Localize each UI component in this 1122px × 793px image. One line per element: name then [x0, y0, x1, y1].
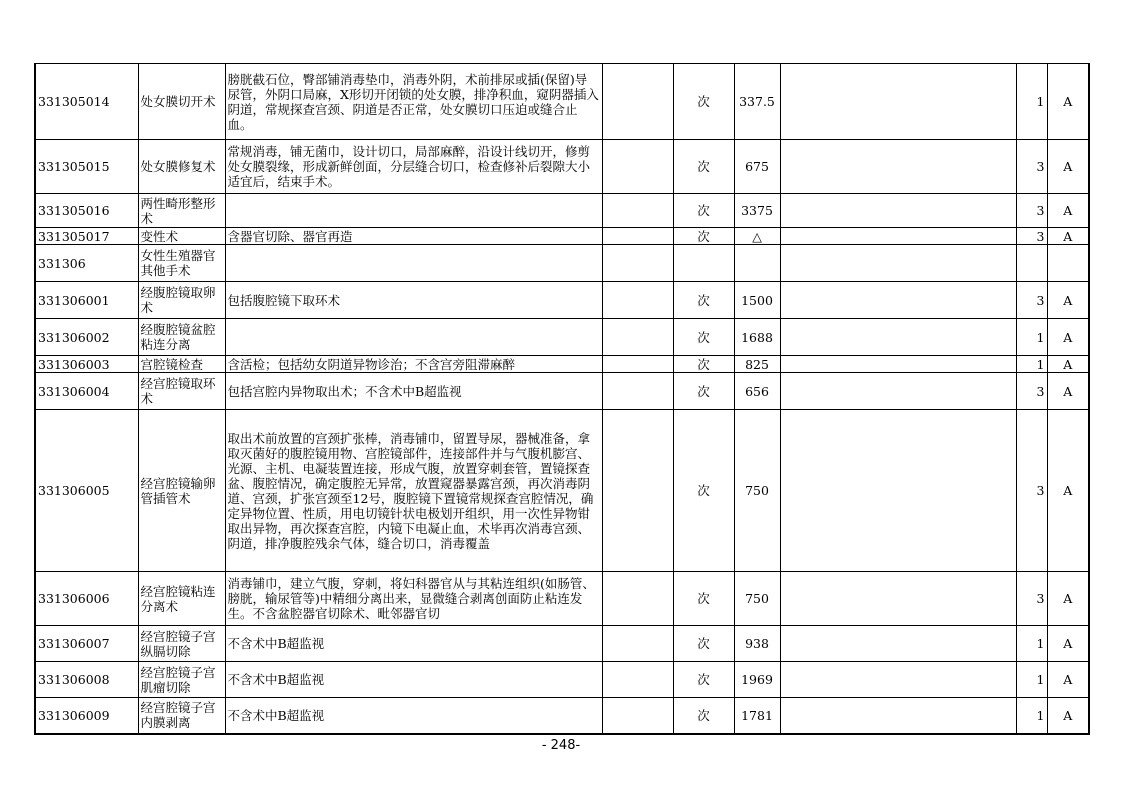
item-ratio: 1 — [1016, 319, 1047, 356]
item-price: 1500 — [734, 282, 780, 319]
blank-cell — [780, 356, 1016, 373]
blank-cell — [780, 245, 1016, 282]
item-ratio: 3 — [1016, 228, 1047, 245]
item-name: 经宫腔镜子宫内膜剥离 — [138, 698, 225, 734]
item-code: 331306005 — [35, 410, 138, 572]
item-code: 331305016 — [35, 194, 138, 228]
item-description — [225, 245, 602, 282]
blank-cell — [780, 373, 1016, 410]
item-description: 不含术中B超监视 — [225, 698, 602, 734]
blank-cell — [780, 228, 1016, 245]
item-name: 经宫腔镜粘连分离术 — [138, 572, 225, 626]
blank-cell — [602, 282, 673, 319]
item-ratio: 1 — [1016, 626, 1047, 662]
item-price: 337.5 — [734, 64, 780, 140]
item-code: 331306009 — [35, 698, 138, 734]
blank-cell — [780, 140, 1016, 194]
item-code: 331306007 — [35, 626, 138, 662]
item-price: 750 — [734, 572, 780, 626]
item-unit: 次 — [673, 698, 734, 734]
blank-cell — [602, 140, 673, 194]
blank-cell — [780, 662, 1016, 698]
item-class: A — [1047, 228, 1089, 245]
table-row — [35, 194, 1089, 228]
item-ratio: 3 — [1016, 410, 1047, 572]
item-description-text: 取出术前放置的宫颈扩张棒，消毒铺巾，留置导尿，器械准备，拿取灭菌好的腹腔镜用物、宫腔镜部件，连接部件并与气腹机膨宫、光源、主机、电凝装置连接，形成气腹，放置穿刺套管，置镜探查盆、腹腔情况，确定腹腔无异常，放置窥器暴露宫颈，再次消毒阴道、宫颈，扩张宫颈至12号，腹腔镜下置镜常规探查宫腔情况，确定异物位置、性质，用电切镜针状电极划开组织，用一次性异物钳取出异物，再次探查宫腔，内镜下电凝止血，术毕再次消毒宫颈、阴道，排净腹腔残余气体，缝合切口，消毒覆盖 — [227, 430, 594, 551]
item-price: 1969 — [734, 662, 780, 698]
item-unit: 次 — [673, 373, 734, 410]
blank-cell — [602, 698, 673, 734]
item-name: 经腹腔镜盆腔粘连分离 — [138, 319, 225, 356]
item-class: A — [1047, 356, 1089, 373]
item-unit: 次 — [673, 140, 734, 194]
item-price: △ — [734, 228, 780, 245]
item-name: 处女膜切开术 — [138, 64, 225, 140]
item-description — [225, 410, 602, 572]
item-ratio — [1016, 245, 1047, 282]
item-unit: 次 — [673, 410, 734, 572]
blank-cell — [780, 698, 1016, 734]
item-description: 包括宫腔内异物取出术；不含术中B超监视 — [225, 373, 602, 410]
item-unit: 次 — [673, 228, 734, 245]
item-class: A — [1047, 626, 1089, 662]
item-name: 经宫腔镜子宫肌瘤切除 — [138, 662, 225, 698]
table-row — [35, 228, 1089, 245]
item-unit: 次 — [673, 356, 734, 373]
item-description: 常规消毒，铺无菌巾，设计切口，局部麻醉，沿设计线切开，修剪处女膜裂缘，形成新鲜创面，分层缝合切口，检查修补后裂隙大小适宜后，结束手术。 — [225, 140, 602, 194]
item-name: 女性生殖器官其他手术 — [138, 245, 225, 282]
item-unit: 次 — [673, 64, 734, 140]
item-description: 包括腹腔镜下取环术 — [225, 282, 602, 319]
blank-cell — [602, 356, 673, 373]
blank-cell — [602, 64, 673, 140]
blank-cell — [780, 64, 1016, 140]
item-class: A — [1047, 572, 1089, 626]
item-class: A — [1047, 319, 1089, 356]
item-ratio: 1 — [1016, 64, 1047, 140]
item-description — [225, 319, 602, 356]
item-class: A — [1047, 64, 1089, 140]
table-row — [35, 373, 1089, 410]
item-unit: 次 — [673, 662, 734, 698]
item-price — [734, 245, 780, 282]
blank-cell — [602, 245, 673, 282]
item-price: 3375 — [734, 194, 780, 228]
item-class — [1047, 245, 1089, 282]
item-name: 处女膜修复术 — [138, 140, 225, 194]
item-price: 656 — [734, 373, 780, 410]
item-unit: 次 — [673, 572, 734, 626]
item-ratio: 1 — [1016, 662, 1047, 698]
blank-cell — [780, 572, 1016, 626]
item-ratio: 1 — [1016, 356, 1047, 373]
blank-cell — [602, 626, 673, 662]
item-name: 经宫腔镜子宫纵膈切除 — [138, 626, 225, 662]
item-name: 经腹腔镜取卵术 — [138, 282, 225, 319]
blank-cell — [602, 373, 673, 410]
item-code: 331306001 — [35, 282, 138, 319]
page-number: - 248- — [541, 738, 581, 753]
blank-cell — [780, 626, 1016, 662]
item-name: 两性畸形整形术 — [138, 194, 225, 228]
table-row — [35, 282, 1089, 319]
item-code: 331305015 — [35, 140, 138, 194]
fee-table — [34, 63, 1090, 735]
blank-cell — [780, 282, 1016, 319]
item-description — [225, 194, 602, 228]
item-name: 经宫腔镜取环术 — [138, 373, 225, 410]
blank-cell — [780, 410, 1016, 572]
item-ratio: 1 — [1016, 698, 1047, 734]
blank-cell — [780, 319, 1016, 356]
item-code: 331305017 — [35, 228, 138, 245]
item-price: 1781 — [734, 698, 780, 734]
table-row — [35, 319, 1089, 356]
item-code: 331306004 — [35, 373, 138, 410]
item-ratio: 3 — [1016, 282, 1047, 319]
blank-cell — [602, 572, 673, 626]
item-description — [225, 572, 602, 626]
item-code: 331306002 — [35, 319, 138, 356]
item-ratio: 3 — [1016, 140, 1047, 194]
table-row — [35, 572, 1089, 626]
table-row — [35, 245, 1089, 282]
blank-cell — [602, 228, 673, 245]
item-code: 331306 — [35, 245, 138, 282]
table-row — [35, 626, 1089, 662]
table-row — [35, 356, 1089, 373]
blank-cell — [602, 194, 673, 228]
item-unit: 次 — [673, 626, 734, 662]
item-ratio: 3 — [1016, 194, 1047, 228]
item-description: 不含术中B超监视 — [225, 626, 602, 662]
item-price: 1688 — [734, 319, 780, 356]
table-row — [35, 140, 1089, 194]
item-unit: 次 — [673, 282, 734, 319]
item-class: A — [1047, 373, 1089, 410]
table-row — [35, 410, 1089, 572]
item-code: 331305014 — [35, 64, 138, 140]
blank-cell — [602, 319, 673, 356]
item-price: 825 — [734, 356, 780, 373]
item-class: A — [1047, 282, 1089, 319]
item-name: 经宫腔镜输卵管插管术 — [138, 410, 225, 572]
item-name: 变性术 — [138, 228, 225, 245]
item-price: 675 — [734, 140, 780, 194]
blank-cell — [602, 410, 673, 572]
item-unit: 次 — [673, 194, 734, 228]
blank-cell — [780, 194, 1016, 228]
item-price: 750 — [734, 410, 780, 572]
table-row — [35, 698, 1089, 734]
item-description-text: 消毒铺巾，建立气腹，穿刺，将妇科器官从与其粘连组织(如肠管、膀胱，输尿管等)中精细分离出来，显微缝合剥离创面防止粘连发生。不含盆腔器官切除术、毗邻器官切 — [227, 576, 595, 621]
item-class: A — [1047, 140, 1089, 194]
item-description: 膀胱截石位，臀部铺消毒垫巾，消毒外阴，术前排尿或插(保留)导尿管，外阴口局麻，X形切开闭锁的处女膜，排净积血，窥阴器插入阴道，常规探查宫颈、阴道是否正常，处女膜切口压迫或缝合止血。 — [225, 64, 602, 140]
table-row — [35, 662, 1089, 698]
item-code: 331306003 — [35, 356, 138, 373]
item-description: 不含术中B超监视 — [225, 662, 602, 698]
item-price: 938 — [734, 626, 780, 662]
item-ratio: 3 — [1016, 373, 1047, 410]
table-row — [35, 64, 1089, 140]
item-class: A — [1047, 194, 1089, 228]
item-code: 331306006 — [35, 572, 138, 626]
item-description: 含活检；包括幼女阴道异物诊治；不含宫旁阻滞麻醉 — [225, 356, 602, 373]
item-unit: 次 — [673, 319, 734, 356]
item-description: 含器官切除、器官再造 — [225, 228, 602, 245]
blank-cell — [602, 662, 673, 698]
item-class: A — [1047, 662, 1089, 698]
item-code: 331306008 — [35, 662, 138, 698]
item-name: 宫腔镜检查 — [138, 356, 225, 373]
item-class: A — [1047, 698, 1089, 734]
item-unit — [673, 245, 734, 282]
item-ratio: 3 — [1016, 572, 1047, 626]
item-class: A — [1047, 410, 1089, 572]
